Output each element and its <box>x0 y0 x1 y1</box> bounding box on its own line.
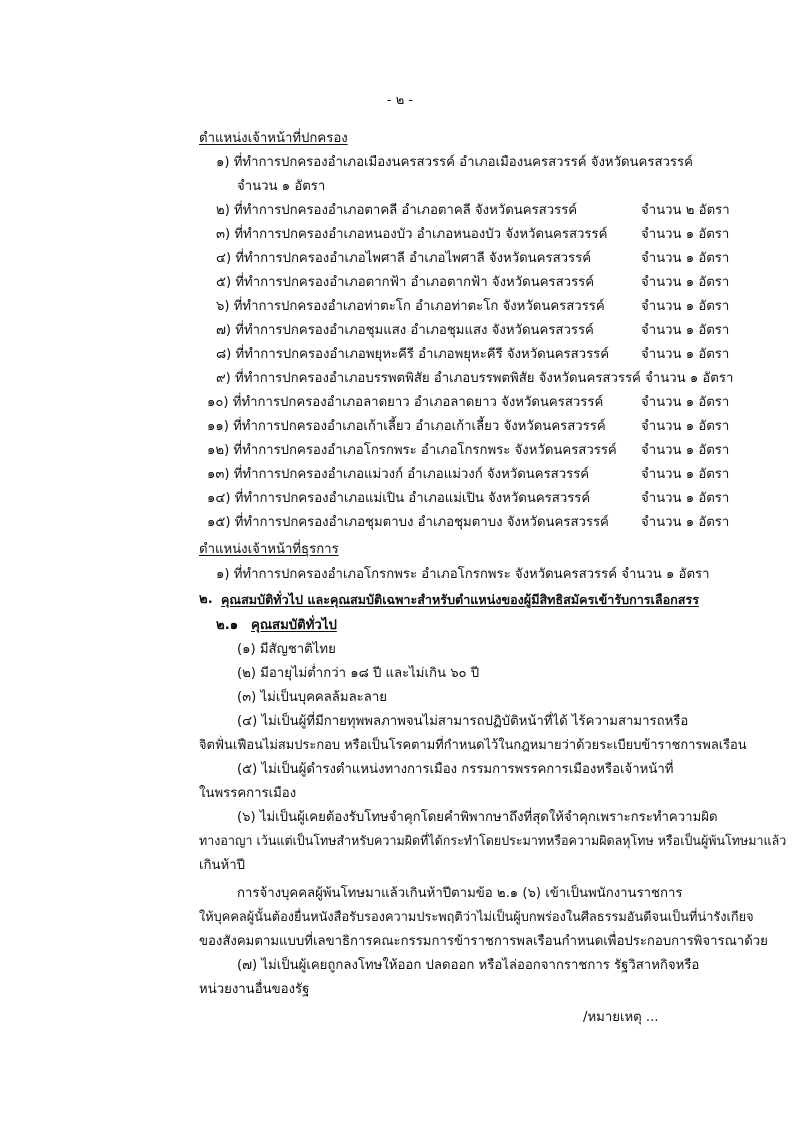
list-item-amount: จำนวน ๑ อัตรา <box>641 419 730 434</box>
list-item: ๑๒) ที่ทำการปกครองอำเภอโกรกพระ อำเภอโกรกพระ จังหวัดนครสวรรค์ <box>207 443 617 458</box>
list-item-amount: จำนวน ๑ อัตรา <box>641 251 730 266</box>
qualification-item-cont: ทางอาญา เว้นแต่เป็นโทษสำหรับความผิดที่ได้กระทำโดยประมาทหรือความผิดลหุโทษ หรือเป็นผู้พ้นโทษมาแล้ว <box>199 834 787 849</box>
list-item-amount: จำนวน ๑ อัตรา <box>641 491 730 506</box>
list-item: ๑) ที่ทำการปกครองอำเภอโกรกพระ อำเภอโกรกพระ จังหวัดนครสวรรค์ จำนวน ๑ อัตรา <box>216 567 710 582</box>
list-item-amount: จำนวน ๑ อัตรา <box>641 443 730 458</box>
qualification-item-cont: หน่วยงานอื่นของรัฐ <box>199 982 310 997</box>
qualification-item: (๑) มีสัญชาติไทย <box>237 642 336 657</box>
list-item-amount: จำนวน ๑ อัตรา <box>641 227 730 242</box>
page-number: - ๒ - <box>386 93 414 108</box>
paragraph-cont: ให้บุคคลผู้นั้นต้องยื่นหนังสือรับรองความประพฤติว่าไม่เป็นผู้บกพร่องในศีลธรรมอันดีจนเป็นที่น่ารังเกียจ <box>199 910 754 925</box>
list-item: ๑๐) ที่ทำการปกครองอำเภอลาดยาว อำเภอลาดยาว จังหวัดนครสวรรค์ <box>207 395 604 410</box>
list-item-amount: จำนวน ๑ อัตรา <box>641 323 730 338</box>
qualification-item: (๔) ไม่เป็นผู้ที่มีกายทุพพลภาพจนไม่สามารถปฏิบัติหน้าที่ได้ ไร้ความสามารถหรือ <box>237 714 689 729</box>
list-item-amount: จำนวน ๑ อัตรา <box>641 347 730 362</box>
list-item-amount: จำนวน ๑ อัตรา <box>237 179 326 194</box>
list-item: ๑๓) ที่ทำการปกครองอำเภอแม่วงก์ อำเภอแม่วงก์ จังหวัดนครสวรรค์ <box>207 467 590 482</box>
list-item: ๑๕) ที่ทำการปกครองอำเภอชุมตาบง อำเภอชุมตาบง จังหวัดนครสวรรค์ <box>207 515 609 530</box>
section-heading-qualifications: คุณสมบัติทั่วไป และคุณสมบัติเฉพาะสำหรับตำแหน่งของผู้มีสิทธิสมัครเข้ารับการเลือกสรร <box>221 592 699 607</box>
subsection-heading: คุณสมบัติทั่วไป <box>251 618 337 633</box>
list-item-amount: จำนวน ๑ อัตรา <box>641 299 730 314</box>
paragraph-cont: ของสังคมตามแบบที่เลขาธิการคณะกรรมการข้าราชการพลเรือนกำหนดเพื่อประกอบการพิจารณาด้วย <box>199 934 768 949</box>
qualification-item-cont: ในพรรคการเมือง <box>199 786 297 801</box>
qualification-item-cont: เกินห้าปี <box>199 858 245 873</box>
list-item: ๙) ที่ทำการปกครองอำเภอบรรพตพิสัย อำเภอบรรพตพิสัย จังหวัดนครสวรรค์ จำนวน ๑ อัตรา <box>216 371 734 386</box>
list-item-amount: จำนวน ๑ อัตรา <box>641 395 730 410</box>
list-item: ๑๑) ที่ทำการปกครองอำเภอเก้าเลี้ยว อำเภอเก้าเลี้ยว จังหวัดนครสวรรค์ <box>207 419 606 434</box>
section-heading-clerk: ตำแหน่งเจ้าหน้าที่ธุรการ <box>199 542 339 557</box>
section-number: ๒. <box>199 592 213 607</box>
list-item: ๗) ที่ทำการปกครองอำเภอชุมแสง อำเภอชุมแสง จังหวัดนครสวรรค์ <box>216 323 594 338</box>
list-item: ๑๔) ที่ทำการปกครองอำเภอแม่เปิน อำเภอแม่เปิน จังหวัดนครสวรรค์ <box>207 491 591 506</box>
list-item: ๔) ที่ทำการปกครองอำเภอไพศาลี อำเภอไพศาลี จังหวัดนครสวรรค์ <box>216 251 592 266</box>
list-item: ๘) ที่ทำการปกครองอำเภอพยุหะคีรี อำเภอพยุหะคีรี จังหวัดนครสวรรค์ <box>216 347 610 362</box>
qualification-item: (๕) ไม่เป็นผู้ดำรงตำแหน่งทางการเมือง กรรมการพรรคการเมืองหรือเจ้าหน้าที่ <box>237 762 674 777</box>
list-item-amount: จำนวน ๑ อัตรา <box>641 515 730 530</box>
qualification-item: (๗) ไม่เป็นผู้เคยถูกลงโทษให้ออก ปลดออก หรือไล่ออกจากราชการ รัฐวิสาหกิจหรือ <box>237 958 700 973</box>
qualification-item: (๓) ไม่เป็นบุคคลล้มละลาย <box>237 690 387 705</box>
list-item: ๑) ที่ทำการปกครองอำเภอเมืองนครสวรรค์ อำเภอเมืองนครสวรรค์ จังหวัดนครสวรรค์ <box>216 155 693 170</box>
list-item-amount: จำนวน ๑ อัตรา <box>641 467 730 482</box>
paragraph: การจ้างบุคคลผู้พ้นโทษมาแล้วเกินห้าปีตามข้อ ๒.๑ (๖) เข้าเป็นพนักงานราชการ <box>237 886 683 901</box>
list-item-amount: จำนวน ๒ อัตรา <box>641 203 730 218</box>
list-item: ๕) ที่ทำการปกครองอำเภอตากฟ้า อำเภอตากฟ้า จังหวัดนครสวรรค์ <box>216 275 595 290</box>
qualification-item: (๒) มีอายุไม่ต่ำกว่า ๑๘ ปี และไม่เกิน ๖๐ ปี <box>237 666 480 681</box>
qualification-item-cont: จิตฟั่นเฟือนไม่สมประกอบ หรือเป็นโรคตามที่กำหนดไว้ในกฎหมายว่าด้วยระเบียบข้าราชการพลเรือน <box>199 738 747 753</box>
list-item: ๓) ที่ทำการปกครองอำเภอหนองบัว อำเภอหนองบัว จังหวัดนครสวรรค์ <box>216 227 608 242</box>
list-item-amount: จำนวน ๑ อัตรา <box>641 275 730 290</box>
list-item: ๖) ที่ทำการปกครองอำเภอท่าตะโก อำเภอท่าตะโก จังหวัดนครสวรรค์ <box>216 299 605 314</box>
qualification-item: (๖) ไม่เป็นผู้เคยต้องรับโทษจำคุกโดยคำพิพากษาถึงที่สุดให้จำคุกเพราะกระทำความผิด <box>237 810 718 825</box>
list-item: ๒) ที่ทำการปกครองอำเภอตาคลี อำเภอตาคลี จังหวัดนครสวรรค์ <box>216 203 578 218</box>
subsection-number: ๒.๑ <box>216 618 239 633</box>
continuation-note: /หมายเหตุ ... <box>583 1010 659 1025</box>
section-heading-admin-officer: ตำแหน่งเจ้าหน้าที่ปกครอง <box>199 131 348 146</box>
